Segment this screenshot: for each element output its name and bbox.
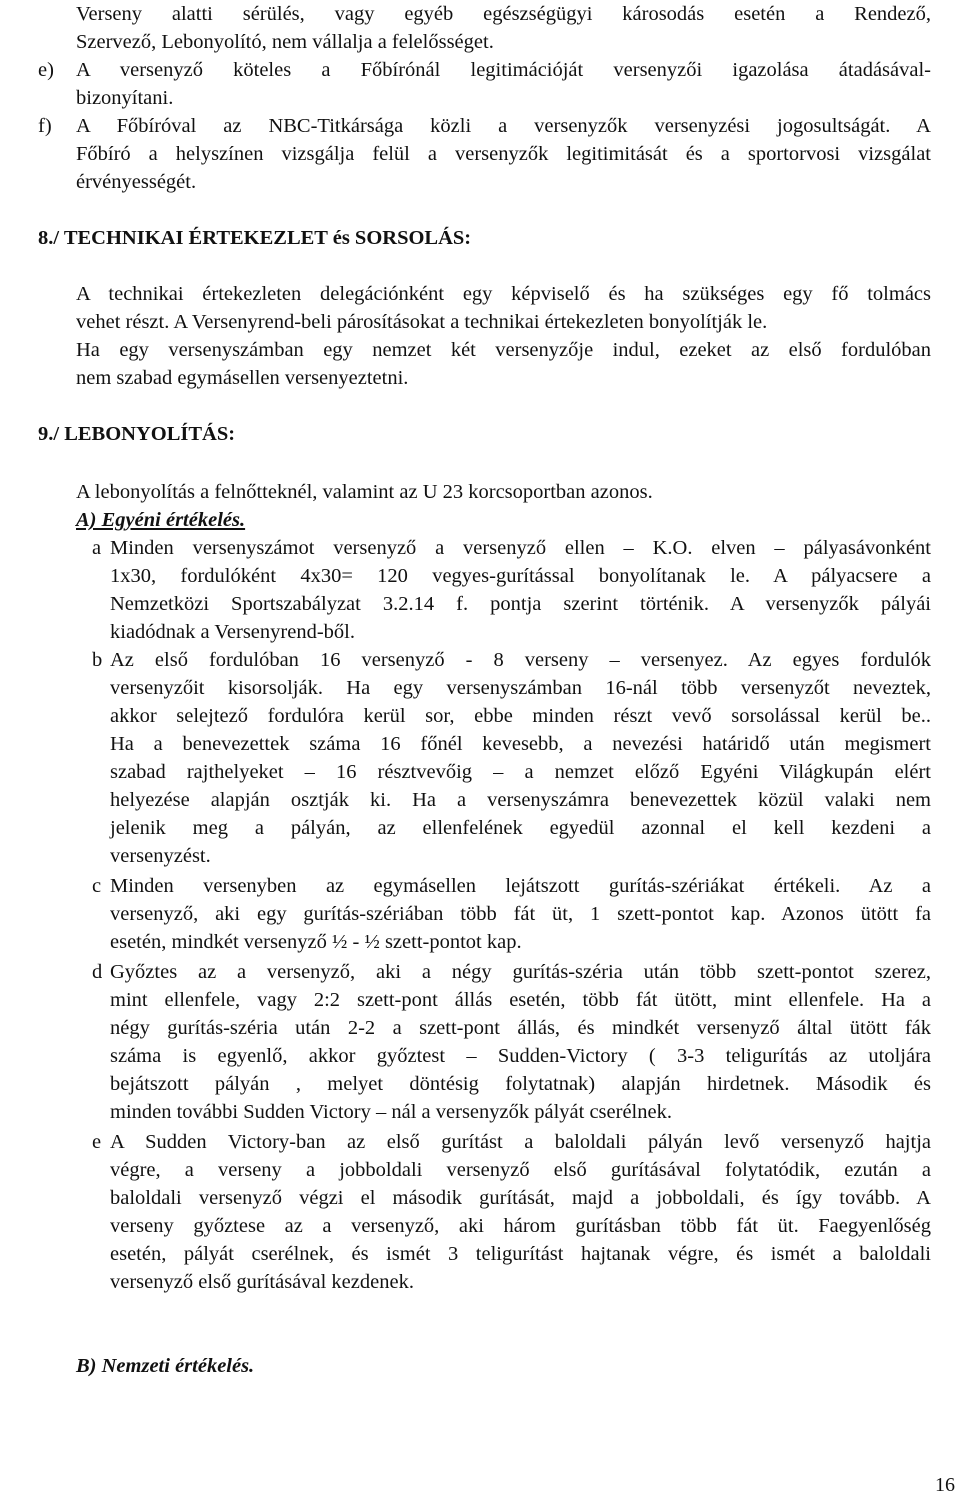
list-label-e: e — [92, 1131, 102, 1153]
subheading-b: B) Nemzeti értékelés. — [76, 1355, 255, 1377]
list-label-a: a — [92, 537, 102, 559]
list-item-line: esetén, pályát cserélnek, és ismét 3 teligurítást hajtanak végre, és ismét a baloldali — [110, 1243, 931, 1265]
list-item-line: Minden versenyszámot versenyző a versenyző ellen – K.O. elven – pályasávonként — [110, 537, 931, 559]
list-item-line: bejátszott pályán , melyet döntésig folytatnak) alapján hirdetnek. Második és — [110, 1073, 931, 1095]
list-item-line: versenyzőit kisorsolják. Ha egy versenyszámban 16-nál több versenyzőt neveztek, — [110, 677, 931, 699]
paragraph-line: nem szabad egymásellen versenyeztetni. — [76, 367, 409, 389]
subheading-a: A) Egyéni értékelés. — [76, 509, 246, 531]
list-item-line: helyezése alapján osztják ki. Ha a versenyszámra benevezettek közül valaki nem — [110, 789, 931, 811]
list-item-line: Az első fordulóban 16 versenyző - 8 verseny – versenyez. Az egyes fordulók — [110, 649, 931, 671]
paragraph-line: vehet részt. A Versenyrend-beli párosításokat a technikai értekezleten bonyolítják le. — [76, 311, 768, 333]
paragraph-line: Főbíró a helyszínen vizsgálja felül a versenyzők legitimitását és a sportorvosi vizsgálat — [76, 143, 931, 165]
paragraph-line: Ha egy versenyszámban egy nemzet két versenyzője indul, ezeket az első fordulóban — [76, 339, 931, 361]
list-item-line: négy gurítás-széria után 2-2 a szett-pont állás, és mindkét versenyző által ütött fák — [110, 1017, 931, 1039]
list-item-line: száma is egyenlő, akkor győztest – Sudden-Victory ( 3-3 teligurítás az utoljára — [110, 1045, 931, 1067]
list-item-line: Nemzetközi Sportszabályzat 3.2.14 f. pontja szerint történik. A versenyzők pályái — [110, 593, 931, 615]
list-item-line: baloldali versenyző végzi el második gurítását, majd a jobboldali, és így tovább. A — [110, 1187, 931, 1209]
list-label-f: f) — [38, 115, 52, 137]
list-item-line: Ha a benevezettek száma 16 főnél kevesebb, a nevezési határidő után megismert — [110, 733, 931, 755]
section-8-heading: 8./ TECHNIKAI ÉRTEKEZLET és SORSOLÁS: — [38, 227, 472, 249]
list-label-d: d — [92, 961, 103, 983]
list-item-line: versenyző első gurításával kezdenek. — [110, 1271, 414, 1293]
list-item-line: A Sudden Victory-ban az első gurítást a baloldali pályán levő versenyző hajtja — [110, 1131, 931, 1153]
list-item-line: versenyzést. — [110, 845, 211, 867]
list-item-line: végre, a verseny a jobboldali versenyző első gurításával folytatódik, ezután a — [110, 1159, 931, 1181]
list-item-line: verseny győztese az a versenyző, aki három gurításban több fát üt. Faegyenlőség — [110, 1215, 931, 1237]
list-item-line: Minden versenyben az egymásellen lejátszott gurítás-szériákat értékeli. Az a — [110, 875, 931, 897]
list-item-line: mint ellenfele, vagy 2:2 szett-pont állás esetén, több fát ütött, mint ellenfele. Ha a — [110, 989, 931, 1011]
paragraph-line: A technikai értekezleten delegációnként egy képviselő és ha szükséges egy fő tolmács — [76, 283, 931, 305]
list-item-line: jelenik meg a pályán, az ellenfelének egyedül azonnal el kell kezdeni a — [110, 817, 931, 839]
section-9-heading: 9./ LEBONYOLÍTÁS: — [38, 423, 236, 445]
page-number: 16 — [935, 1474, 955, 1496]
paragraph-line: Szervező, Lebonyolító, nem vállalja a felelősséget. — [76, 31, 494, 53]
list-label-b: b — [92, 649, 103, 671]
list-item-line: minden további Sudden Victory – nál a versenyzők pályát cserélnek. — [110, 1101, 672, 1123]
list-label-c: c — [92, 875, 102, 897]
paragraph-line: A versenyző köteles a Főbírónál legitimációját versenyzői igazolása átadásával- — [76, 59, 931, 81]
paragraph-line: érvényességét. — [76, 171, 197, 193]
paragraph-line: A Főbíróval az NBC-Titkársága közli a versenyzők versenyzési jogosultságát. A — [76, 115, 931, 137]
list-item-line: versenyző, aki egy gurítás-szériában több fát üt, 1 szett-pontot kap. Azonos ütött fa — [110, 903, 931, 925]
list-item-line: akkor selejtező fordulóra kerül sor, ebbe minden részt vevő sorsolással kerül be.. — [110, 705, 931, 727]
paragraph-line: bizonyítani. — [76, 87, 174, 109]
list-label-e: e) — [38, 59, 54, 81]
paragraph-line: A lebonyolítás a felnőtteknél, valamint az U 23 korcsoportban azonos. — [76, 481, 653, 503]
paragraph-line: Verseny alatti sérülés, vagy egyéb egészségügyi károsodás esetén a Rendező, — [76, 3, 931, 25]
list-item-line: szabad rajthelyeket – 16 résztvevőig – a nemzet előző Egyéni Világkupán elért — [110, 761, 931, 783]
list-item-line: 1x30, fordulóként 4x30= 120 vegyes-gurítással bonyolítanak le. A pályacsere a — [110, 565, 931, 587]
list-item-line: kiadódnak a Versenyrend-ből. — [110, 621, 355, 643]
list-item-line: esetén, mindkét versenyző ½ - ½ szett-pontot kap. — [110, 931, 522, 953]
list-item-line: Győztes az a versenyző, aki a négy gurítás-széria után több szett-pontot szerez, — [110, 961, 931, 983]
